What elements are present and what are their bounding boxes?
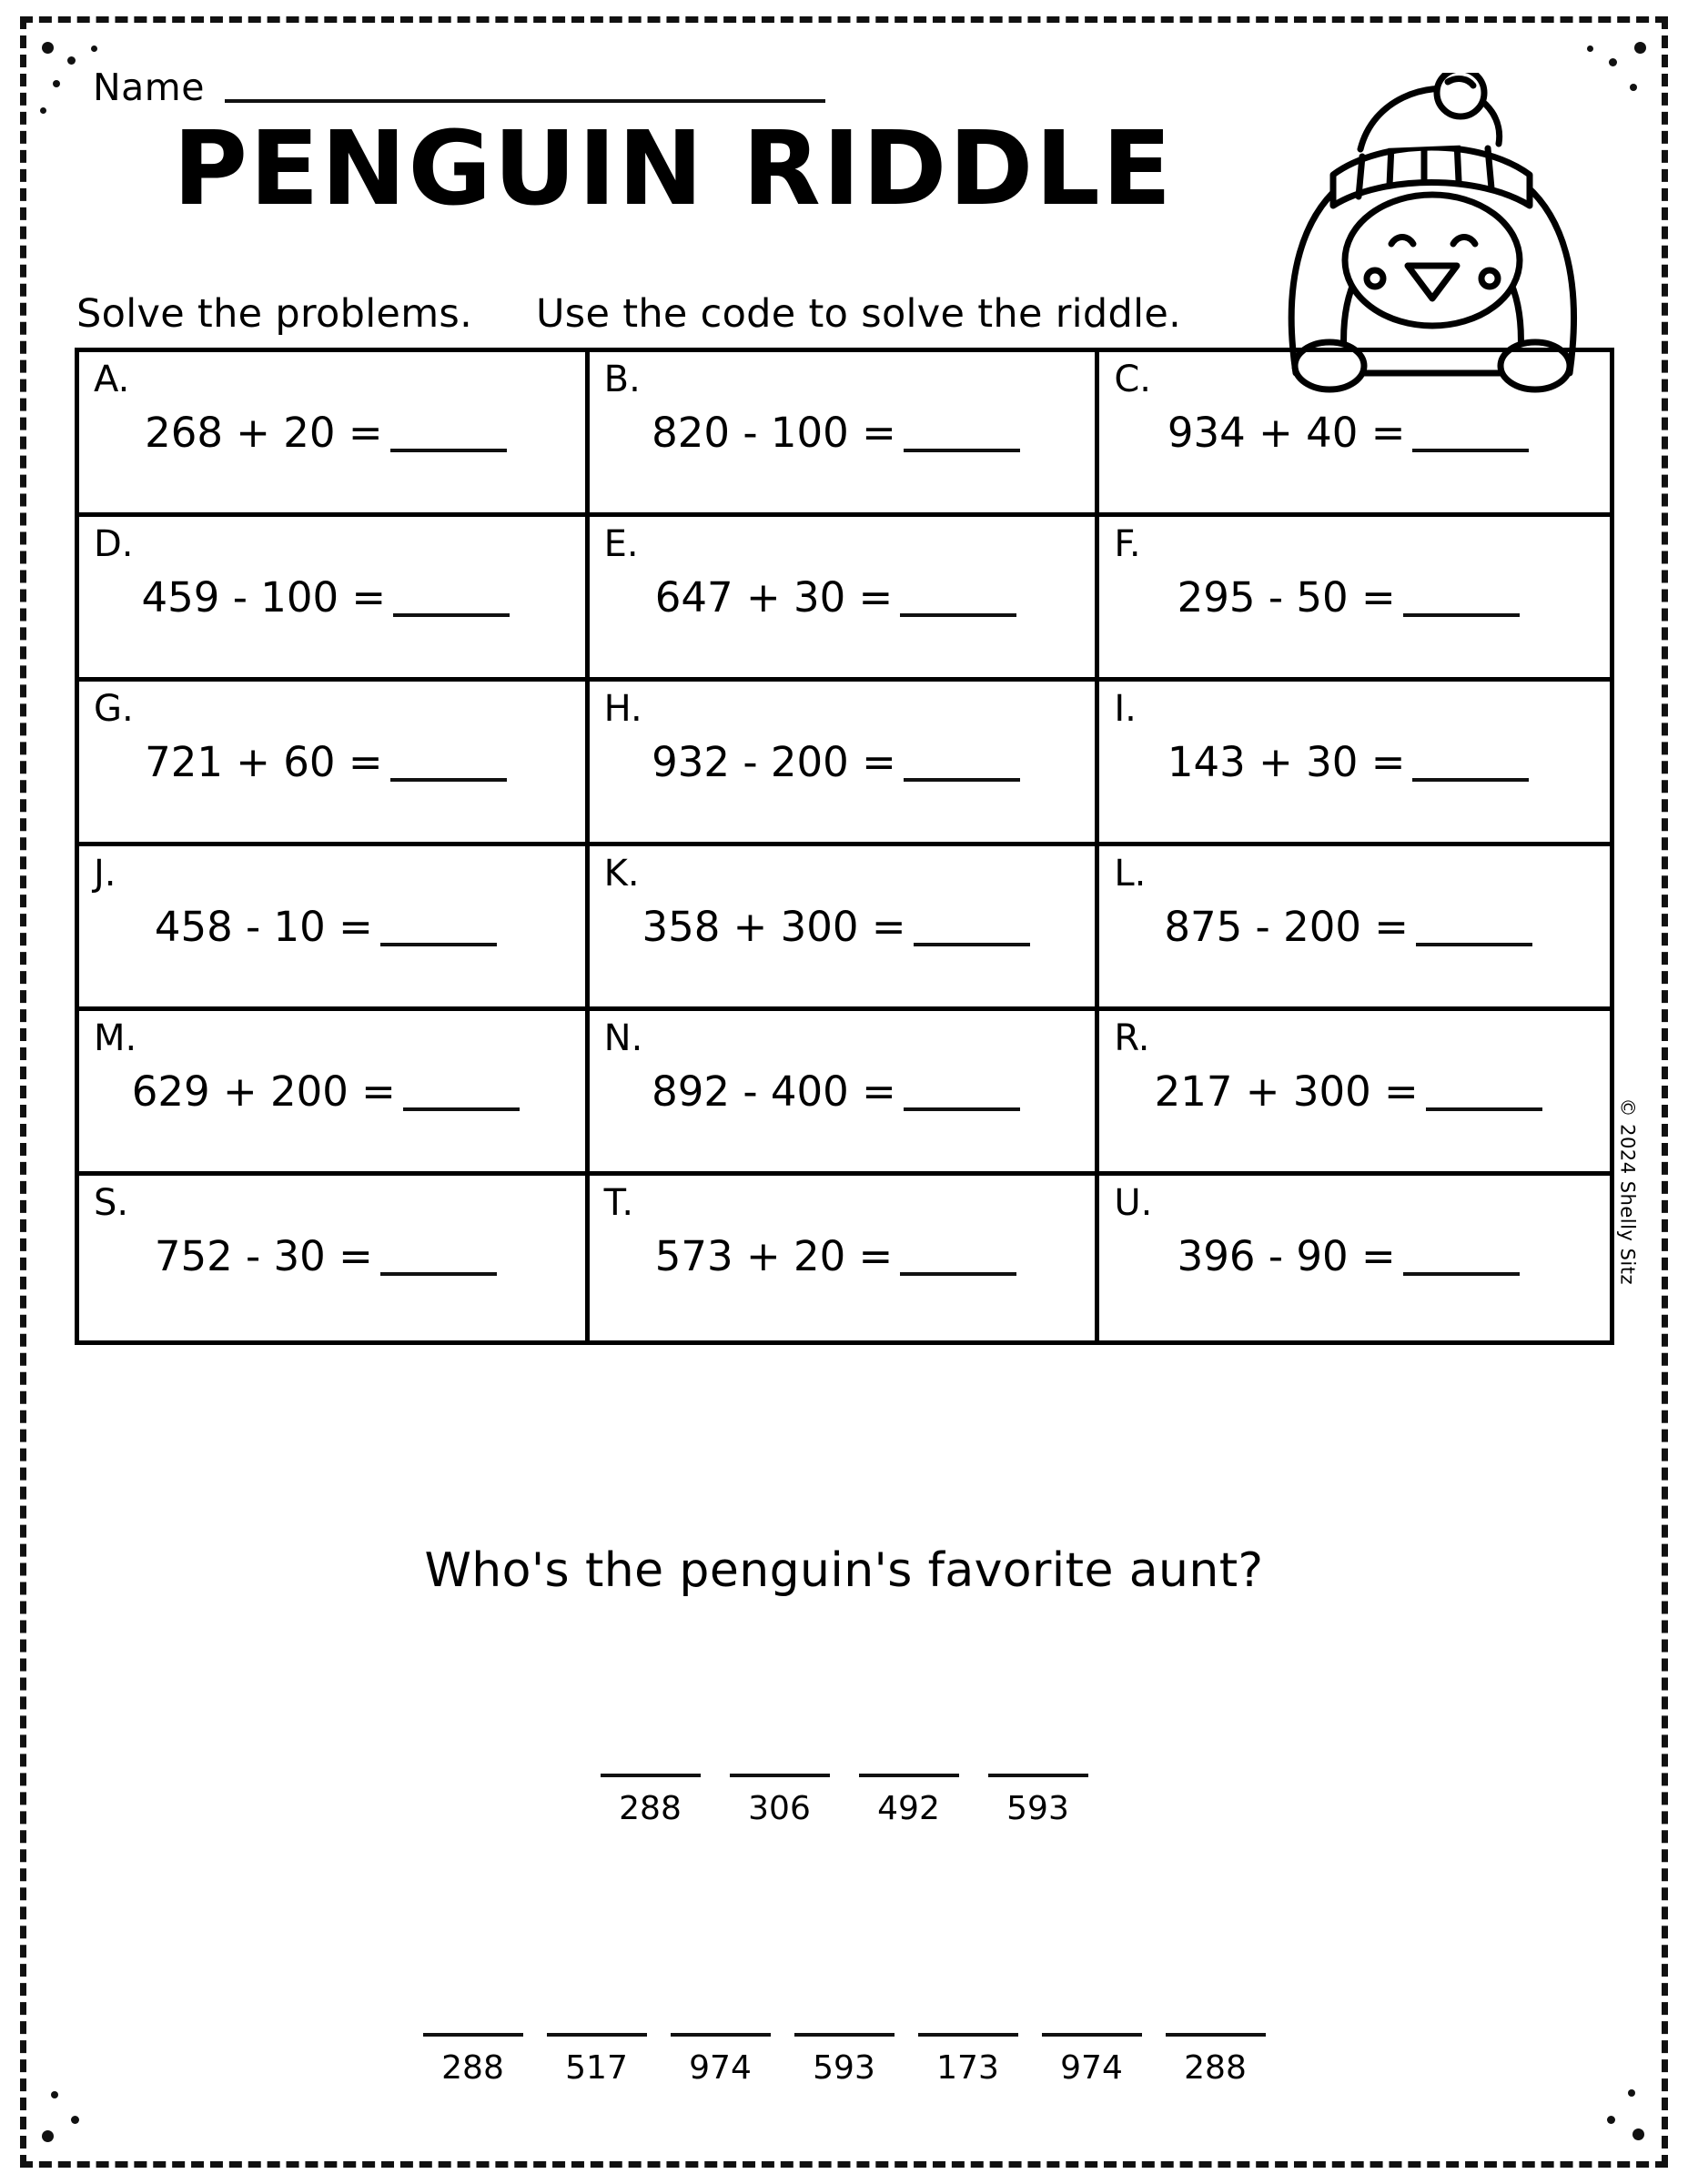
- problem-letter: C.: [1114, 359, 1151, 400]
- problem-text: 295 - 50 =: [1177, 573, 1396, 622]
- answer-blank[interactable]: [393, 612, 510, 617]
- problem-expression: [590, 903, 1083, 951]
- riddle-answer-line[interactable]: [671, 2031, 771, 2037]
- problem-text: 820 - 100 =: [652, 409, 896, 457]
- riddle-answer-line[interactable]: [1166, 2031, 1266, 2037]
- problem-expression: [1099, 1232, 1597, 1280]
- riddle-answer-code: 517: [565, 2049, 628, 2087]
- answer-blank[interactable]: [380, 941, 497, 946]
- problem-expression: [79, 1067, 572, 1116]
- riddle-answer-slot[interactable]: [547, 2031, 647, 2087]
- riddle-answer-line[interactable]: [1042, 2031, 1142, 2037]
- problem-letter: T.: [603, 1182, 634, 1224]
- name-label: Name: [93, 66, 205, 109]
- answer-blank[interactable]: [1403, 1270, 1520, 1276]
- problem-expression: [79, 1232, 572, 1280]
- problem-letter: R.: [1114, 1017, 1150, 1059]
- riddle-answer-code: 974: [1060, 2049, 1123, 2087]
- problem-cell: [590, 1011, 1100, 1176]
- copyright-notice: © 2024 Shelly Sitz: [1617, 1097, 1639, 1285]
- riddle-answer-line[interactable]: [730, 1772, 830, 1777]
- riddle-answer-line[interactable]: [794, 2031, 895, 2037]
- riddle-answer-code: 288: [441, 2049, 504, 2087]
- riddle-answer-code: 593: [813, 2049, 875, 2087]
- answer-blank[interactable]: [914, 941, 1030, 946]
- problem-letter: S.: [94, 1182, 129, 1224]
- riddle-answer-code: 288: [619, 1790, 682, 1827]
- problem-expression: [1099, 1067, 1597, 1116]
- answer-blank[interactable]: [904, 1106, 1020, 1111]
- name-input-line[interactable]: [225, 97, 825, 103]
- riddle-answer-code: 492: [877, 1790, 940, 1827]
- problem-text: 458 - 10 =: [154, 903, 373, 951]
- problem-letter: G.: [94, 688, 134, 730]
- answer-blank[interactable]: [900, 1270, 1016, 1276]
- problem-cell: [79, 352, 590, 517]
- problem-cell: [590, 846, 1100, 1011]
- answer-blank[interactable]: [1416, 941, 1532, 946]
- problem-cell: [79, 1176, 590, 1340]
- problem-letter: B.: [603, 359, 641, 400]
- problem-expression: [79, 573, 572, 622]
- problem-expression: [79, 409, 572, 457]
- problem-text: 875 - 200 =: [1164, 903, 1409, 951]
- problem-cell: [1099, 1176, 1610, 1340]
- problem-expression: [590, 1232, 1083, 1280]
- instructions-part-2: Use the code to solve the riddle.: [536, 291, 1182, 337]
- problem-text: 934 + 40 =: [1167, 409, 1406, 457]
- problem-text: 358 + 300 =: [642, 903, 906, 951]
- riddle-answer-line[interactable]: [547, 2031, 647, 2037]
- riddle-answer-line[interactable]: [601, 1772, 701, 1777]
- problem-letter: A.: [94, 359, 130, 400]
- problem-expression: [590, 409, 1083, 457]
- riddle-answer-line[interactable]: [918, 2031, 1018, 2037]
- problem-text: 932 - 200 =: [652, 738, 896, 786]
- problem-expression: [79, 903, 572, 951]
- problem-text: 396 - 90 =: [1177, 1232, 1396, 1280]
- riddle-answer-slot[interactable]: [671, 2031, 771, 2087]
- problem-text: 573 + 20 =: [654, 1232, 894, 1280]
- problem-cell: [590, 352, 1100, 517]
- problem-letter: M.: [94, 1017, 137, 1059]
- problem-letter: U.: [1114, 1182, 1153, 1224]
- riddle-answer-line[interactable]: [423, 2031, 523, 2037]
- riddle-answer-code: 173: [936, 2049, 999, 2087]
- problem-letter: L.: [1114, 853, 1147, 895]
- problem-letter: K.: [603, 853, 640, 895]
- problem-letter: N.: [603, 1017, 643, 1059]
- problem-text: 217 + 300 =: [1154, 1067, 1419, 1116]
- riddle-answer-slot[interactable]: [988, 1772, 1088, 1827]
- answer-blank[interactable]: [900, 612, 1016, 617]
- answer-blank[interactable]: [1426, 1106, 1542, 1111]
- problem-letter: F.: [1114, 523, 1141, 565]
- problem-cell: [590, 517, 1100, 682]
- answer-blank[interactable]: [1403, 612, 1520, 617]
- answer-blank[interactable]: [380, 1270, 497, 1276]
- riddle-answer-slot[interactable]: [859, 1772, 959, 1827]
- problem-cell: [590, 1176, 1100, 1340]
- problem-cell: [1099, 352, 1610, 517]
- problem-cell: [1099, 846, 1610, 1011]
- penguin-illustration: [1246, 73, 1610, 393]
- problem-expression: [590, 1067, 1083, 1116]
- riddle-answer-code: 288: [1184, 2049, 1247, 2087]
- problem-cell: [79, 517, 590, 682]
- answer-blank[interactable]: [403, 1106, 520, 1111]
- problem-text: 752 - 30 =: [154, 1232, 373, 1280]
- page-title: PENGUIN RIDDLE: [173, 110, 1174, 228]
- problem-letter: H.: [603, 688, 642, 730]
- corner-speckle: [1634, 42, 1646, 54]
- problem-text: 892 - 400 =: [652, 1067, 896, 1116]
- problem-expression: [590, 573, 1083, 622]
- problem-cell: [79, 1011, 590, 1176]
- problem-cell: [590, 682, 1100, 846]
- problem-cell: [1099, 1011, 1610, 1176]
- riddle-question: Who's the penguin's favorite aunt?: [424, 1543, 1264, 1598]
- problem-expression: [79, 738, 572, 786]
- problem-expression: [590, 738, 1083, 786]
- problem-text: 721 + 60 =: [145, 738, 383, 786]
- answer-blank[interactable]: [390, 776, 507, 782]
- riddle-answer-slot[interactable]: [918, 2031, 1018, 2087]
- instructions-part-1: Solve the problems.: [76, 291, 473, 337]
- problem-cell: [1099, 517, 1610, 682]
- corner-speckle: [42, 42, 54, 54]
- problem-letter: D.: [94, 523, 134, 565]
- name-field-row: [93, 66, 825, 109]
- problem-letter: J.: [94, 853, 116, 895]
- corner-speckle: [1632, 2128, 1644, 2140]
- riddle-answer-line[interactable]: [988, 1772, 1088, 1777]
- riddle-answer-slot[interactable]: [601, 1772, 701, 1827]
- corner-speckle: [42, 2130, 54, 2142]
- problem-expression: [1099, 903, 1597, 951]
- problem-cell: [79, 682, 590, 846]
- answer-blank[interactable]: [904, 447, 1020, 452]
- answer-blank[interactable]: [1412, 447, 1529, 452]
- riddle-answer-line[interactable]: [859, 1772, 959, 1777]
- problem-text: 459 - 100 =: [141, 573, 387, 622]
- problem-cell: [1099, 682, 1610, 846]
- corner-speckle: [40, 107, 46, 114]
- riddle-answer-code: 974: [689, 2049, 752, 2087]
- riddle-answer-slot[interactable]: [794, 2031, 895, 2087]
- riddle-answer-code: 593: [1006, 1790, 1069, 1827]
- problem-text: 629 + 200 =: [131, 1067, 396, 1116]
- problem-expression: [1099, 573, 1597, 622]
- problems-grid: [75, 348, 1614, 1345]
- instructions: [76, 291, 1181, 337]
- riddle-answer-slot[interactable]: [730, 1772, 830, 1827]
- problem-expression: [1099, 409, 1597, 457]
- problem-expression: [1099, 738, 1597, 786]
- problem-text: 647 + 30 =: [654, 573, 894, 622]
- problem-letter: E.: [603, 523, 639, 565]
- riddle-answer-row-2: [55, 2031, 1633, 2087]
- riddle-answer-slot[interactable]: [1042, 2031, 1142, 2087]
- problem-letter: I.: [1114, 688, 1137, 730]
- worksheet-content: [55, 47, 1639, 2140]
- answer-blank[interactable]: [904, 776, 1020, 782]
- riddle-answer-row-1: [55, 1772, 1633, 1827]
- answer-blank[interactable]: [1412, 776, 1529, 782]
- problem-cell: [79, 846, 590, 1011]
- problem-text: 268 + 20 =: [145, 409, 383, 457]
- answer-blank[interactable]: [390, 447, 507, 452]
- problem-text: 143 + 30 =: [1167, 738, 1406, 786]
- riddle-answer-slot[interactable]: [423, 2031, 523, 2087]
- riddle-answer-code: 306: [748, 1790, 811, 1827]
- riddle-answer-slot[interactable]: [1166, 2031, 1266, 2087]
